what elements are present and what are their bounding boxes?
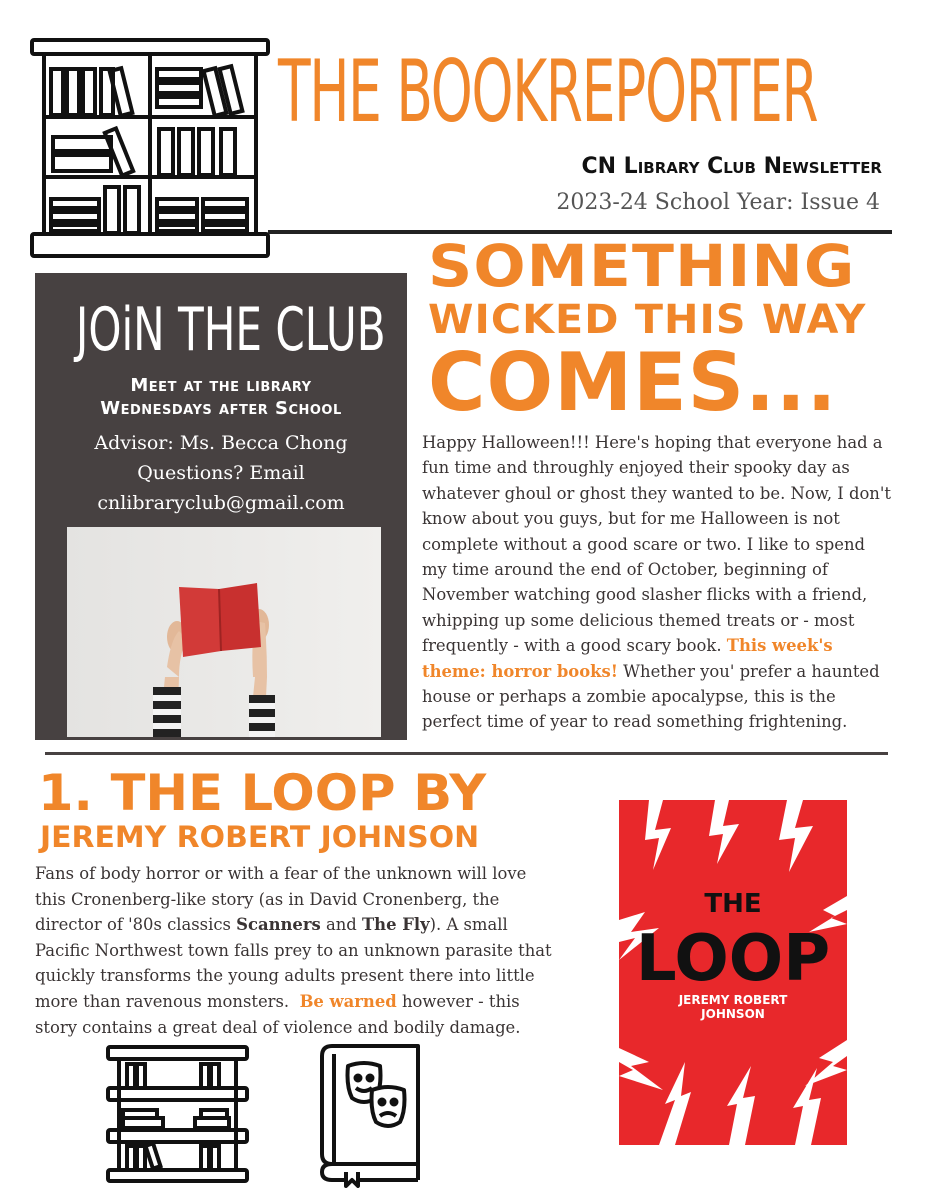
headline-line-1: SOMETHING [428,232,856,300]
bookshelf-icon [29,37,271,263]
warning-highlight: Be warned [299,991,397,1011]
advisor-name: Advisor: Ms. Becca Chong [94,432,348,454]
book-title: 1. THE LOOP BY [38,764,487,822]
reading-photo [67,527,381,737]
headline-line-3: COMES... [428,336,838,429]
cover-author-line-2: JOHNSON [701,1007,765,1021]
club-email: cnlibraryclub@gmail.com [97,492,345,514]
film-title-scanners: Scanners [236,915,321,935]
book-cover [619,800,847,1145]
article-body-text: Happy Halloween!!! Here's hoping that everyone had a fun time and throughly enjoyed their spooky day as whatever ghoul or ghost they wanted to be. Now, I don't know about you guys, but for me Halloween is not complete without a good scare or two. I like to spend my time around the end of October, beginning of November watching good slasher flicks with a friend, whipping up some delicious themed treats or - most frequently - with a good scary book. [422,433,891,656]
review-conjunction: and [325,915,357,935]
article-body-closing: Whether you' prefer a haunted house or perhaps a zombie apocalypse, this is the perfect time of year to read something frightening. [422,661,880,732]
film-title-the-fly: The Fly [361,915,430,935]
join-club-title: JOiN THE CLUB [75,295,386,365]
issue-label: 2023-24 School Year: Issue 4 [556,190,880,215]
masthead-title: THE BOOKREPORTER [278,42,818,142]
book-review [35,861,560,1040]
review-text-continued: ). A small Pacific Northwest town falls prey to an unknown parasite that quickly transforms the young adults present there into little more than ravenous monsters. [35,915,552,1011]
section-divider [45,752,888,755]
review-text: Fans of body horror or with a fear of the unknown will love this Cronenberg-like story (as in David Cronenberg, the director of '80s classics [35,864,527,935]
meeting-info-line-2: Wednesdays after School [100,398,342,419]
newsletter-subtitle: CN Library Club Newsletter [581,154,882,179]
headline-line-2: WICKED THIS WAY [428,297,867,343]
review-warning-text: however - this story contains a great deal of violence and bodily damage. [35,991,521,1037]
book-author: JEREMY ROBERT JOHNSON [40,820,480,854]
questions-label: Questions? Email [137,462,305,484]
article-body [422,430,894,735]
cover-title-top: THE [704,889,762,919]
cover-title-main: LOOP [635,922,831,996]
small-bookshelf-icon [105,1044,250,1184]
theater-masks-book-icon [318,1040,426,1188]
cover-author-line-1: JEREMY ROBERT [678,993,788,1007]
meeting-info-line-1: Meet at the library [130,375,312,396]
theme-highlight: This week's theme: horror books! [422,636,833,681]
